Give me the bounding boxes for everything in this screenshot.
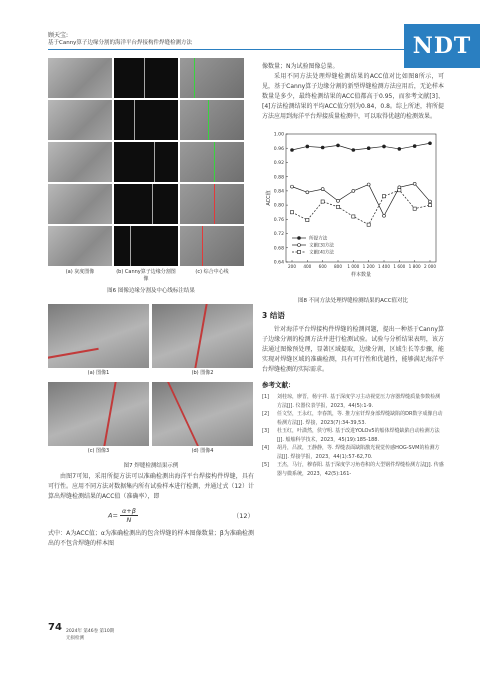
right-paragraph-0: 像数量；N为试验图像总量。	[262, 63, 339, 70]
centerline-image-4	[180, 184, 244, 224]
right-paragraph-1: 采用不同方法处理焊缝检测结果的ACC值对比如图8所示，可见，基于Canny算子边缘分割的新型焊缝检测方法应用后，无论样本数量是多少，最终检测结果的ACC值都高于0.95，而参考文献[3]、[4]方法检测结果的平均ACC值分别为0.84，0.8。综上所述，将所提方法应用到海洋平台焊接质量检测中，可以取得优越的检测效果。	[262, 73, 444, 120]
fig7-label-c: (c) 图像3	[87, 448, 110, 454]
x-tick-label: 600	[318, 264, 327, 269]
reference-item	[262, 461, 444, 478]
series-2-point	[291, 185, 294, 188]
series-3-point	[428, 204, 431, 207]
y-axis-label: ACC值	[266, 190, 272, 206]
canny-image-4	[114, 184, 178, 224]
reference-text: 刘桂琼，廖晋，杨宇祥. 基于深度学习主动视觉压力容器焊缝质量参数检测方法[J]. 仪器仪表学报，2023，44(5):1-9.	[277, 394, 441, 409]
gray-image-3	[48, 142, 112, 182]
legend-marker-2	[298, 244, 301, 247]
series-line-2	[292, 184, 430, 216]
reference-number: [4]	[262, 445, 270, 451]
left-paragraph-2: 式中：A为ACC值；α为准确检测出的包含焊缝的样本图像数量；β为准确检测出的不包含焊缝的样本图	[48, 530, 254, 547]
x-tick-label: 1 400	[378, 264, 390, 269]
y-tick-label: 0.88	[273, 175, 284, 181]
series-3-point	[321, 200, 324, 203]
y-tick-label: 0.76	[273, 217, 284, 223]
reference-number: [3]	[262, 428, 270, 434]
fig6-label-b: (b) Canny算子边缘分割图像	[116, 269, 176, 282]
formula-denominator: N	[126, 516, 132, 524]
canny-image-2	[114, 100, 178, 140]
legend-label-3: 文献[4]方法	[309, 250, 334, 256]
series-1-point	[383, 145, 386, 148]
reference-number: [5]	[262, 462, 270, 468]
gray-image-4	[48, 184, 112, 224]
journal-logo: NDT	[404, 24, 480, 68]
references-heading: 参考文献：	[262, 381, 295, 389]
y-tick-label: 0.72	[273, 232, 284, 238]
weld-image-3	[48, 382, 149, 446]
reference-number: [2]	[262, 411, 270, 417]
weld-image-2	[152, 304, 253, 368]
series-2-point	[321, 188, 324, 191]
centerline-image-5	[180, 226, 244, 266]
series-2-point	[413, 182, 416, 185]
series-1-point	[337, 144, 340, 147]
x-tick-label: 2 000	[424, 264, 436, 269]
series-2-point	[429, 200, 432, 203]
reference-text: 胡丹，吕波，王静静，等. 焊缝表面缺陷激光视觉传感HOG-SVM的检测方法[J]. 焊接学报，2023，44(1):57-62,70.	[277, 445, 440, 460]
series-3-point	[290, 211, 293, 214]
gray-image-5	[48, 226, 112, 266]
x-axis-label: 样本数量	[350, 272, 372, 278]
canny-image-5	[114, 226, 178, 266]
series-1-point	[367, 147, 370, 150]
reference-item	[262, 393, 444, 410]
series-line-3	[292, 190, 430, 224]
formula-lhs: A=	[108, 511, 118, 520]
series-3-point	[367, 223, 370, 226]
reference-text: 杜玉红，叶潇然，侯守明. 基于改进YOLOv5的船体焊缝缺陷自动检测方法[J]. 船舶科学技术，2023，45(19):185-188.	[277, 428, 440, 443]
series-2-point	[367, 183, 370, 186]
series-3-point	[382, 195, 385, 198]
x-tick-label: 1 000	[347, 264, 360, 269]
formula-12	[108, 507, 254, 524]
y-tick-label: 0.96	[273, 146, 284, 152]
series-1-point	[306, 145, 309, 148]
canny-image-1	[114, 58, 178, 98]
y-tick-label: 0.80	[273, 203, 284, 209]
section-3-heading: 3 结语	[262, 311, 285, 320]
left-column	[48, 58, 254, 549]
x-tick-label: 800	[334, 264, 342, 269]
fig7-label-a: (a) 图像1	[87, 370, 110, 376]
fig7-label-d: (d) 图像4	[191, 448, 214, 454]
left-paragraph-1: 由图7可知，采用所提方法可以准确检测出海洋平台焊接构件焊缝，具有可行性。应用不同方法对数据集内所有试验样本进行检测，并通过式（12）计算出焊缝检测结果的ACC值（准确率），即	[48, 473, 254, 500]
footer-issue: 2024年 第46卷 第10期	[66, 629, 115, 634]
conclusion-paragraph: 针对海洋平台焊接构件焊缝的检测问题，提出一种基于Canny算子边缘分割的检测方法并进行检测试验。试验与分析结果表明，该方法通过图像预处理，显著区域提取，边缘分割，区域生长等步骤，能实现对焊缝区域的准确检测，具有可行性和优越性，能够满足海洋平台焊缝检测的实际需求。	[262, 326, 444, 373]
legend-label-2: 文献[3]方法	[309, 243, 334, 249]
figure-8-caption: 图8 不同方法处理焊缝检测结果的ACC值对比	[297, 298, 409, 304]
centerline-image-3	[180, 142, 244, 182]
reference-item	[262, 410, 444, 427]
legend-label-1: 所提方法	[309, 236, 328, 242]
figure-6-caption: 图6 图像边缘分割及中心线标注结果	[107, 288, 195, 294]
reference-number: [1]	[262, 394, 270, 400]
series-2-point	[383, 214, 386, 217]
canny-image-3	[114, 142, 178, 182]
x-tick-label: 200	[288, 264, 296, 269]
fig6-label-c: (c) 综合中心线	[195, 269, 229, 275]
figure-8-chart	[262, 128, 444, 292]
series-1-point	[291, 149, 294, 152]
header-title: 基于Canny算子边缘分割的海洋平台焊接构件焊缝检测方法	[48, 40, 192, 46]
fig6-label-a: (a) 灰度图像	[65, 269, 95, 275]
series-1-point	[352, 149, 355, 152]
x-tick-label: 1 200	[362, 264, 375, 269]
figure-7-caption: 图7 焊缝检测结果示例	[123, 463, 179, 469]
gray-image-1	[48, 58, 112, 98]
series-3-point	[336, 205, 339, 208]
series-2-point	[337, 199, 340, 202]
header-author: 顾天宝:	[48, 32, 69, 39]
y-tick-label: 0.92	[273, 161, 284, 167]
series-line-1	[292, 143, 430, 150]
formula-number: （12）	[232, 512, 254, 520]
y-tick-label: 0.68	[273, 246, 284, 252]
reference-text: 任文坚，王永红，李春凯，等. 推力室钎焊身部焊缝缺陷的DR数字成像自动检测方法[J]. 焊接，2023(7):34-39,53.	[277, 411, 443, 426]
formula-numerator: α+β	[121, 507, 136, 515]
series-1-point	[398, 147, 401, 150]
figure-7	[48, 304, 254, 457]
series-3-point	[413, 207, 416, 210]
page-number: 74	[48, 622, 62, 633]
right-column	[262, 62, 444, 478]
page-footer	[66, 628, 114, 642]
x-tick-label: 1 600	[393, 264, 406, 269]
reference-text: 王杰，马行，穆春阳. 基于深度学习角卷积的大型钢件焊缝检测方法[J]. 传感器与微系统，2023，42(5):161-	[277, 462, 444, 477]
figure-6	[48, 58, 254, 294]
series-1-point	[429, 142, 432, 145]
gray-image-2	[48, 100, 112, 140]
acc-line-chart	[262, 128, 444, 288]
header-rule	[48, 49, 404, 50]
weld-image-1	[48, 304, 149, 368]
series-3-point	[306, 218, 309, 221]
legend-marker-1	[298, 237, 301, 240]
reference-item	[262, 444, 444, 461]
x-tick-label: 1 800	[408, 264, 421, 269]
reference-item	[262, 427, 444, 444]
references-list	[262, 393, 444, 478]
legend-marker-3	[297, 250, 300, 253]
series-3-point	[352, 215, 355, 218]
y-tick-label: 0.64	[273, 260, 284, 266]
series-2-point	[306, 191, 309, 194]
x-tick-label: 400	[303, 264, 312, 269]
centerline-image-2	[180, 100, 244, 140]
series-1-point	[413, 145, 416, 148]
fig7-label-b: (b) 图像2	[191, 370, 214, 376]
series-2-point	[352, 189, 355, 192]
footer-journal: 无损检测	[66, 636, 84, 641]
centerline-image-1	[180, 58, 244, 98]
y-tick-label: 0.84	[273, 189, 284, 195]
series-1-point	[321, 146, 324, 149]
y-tick-label: 1.00	[273, 132, 284, 138]
series-3-point	[398, 189, 401, 192]
weld-image-4	[152, 382, 253, 446]
